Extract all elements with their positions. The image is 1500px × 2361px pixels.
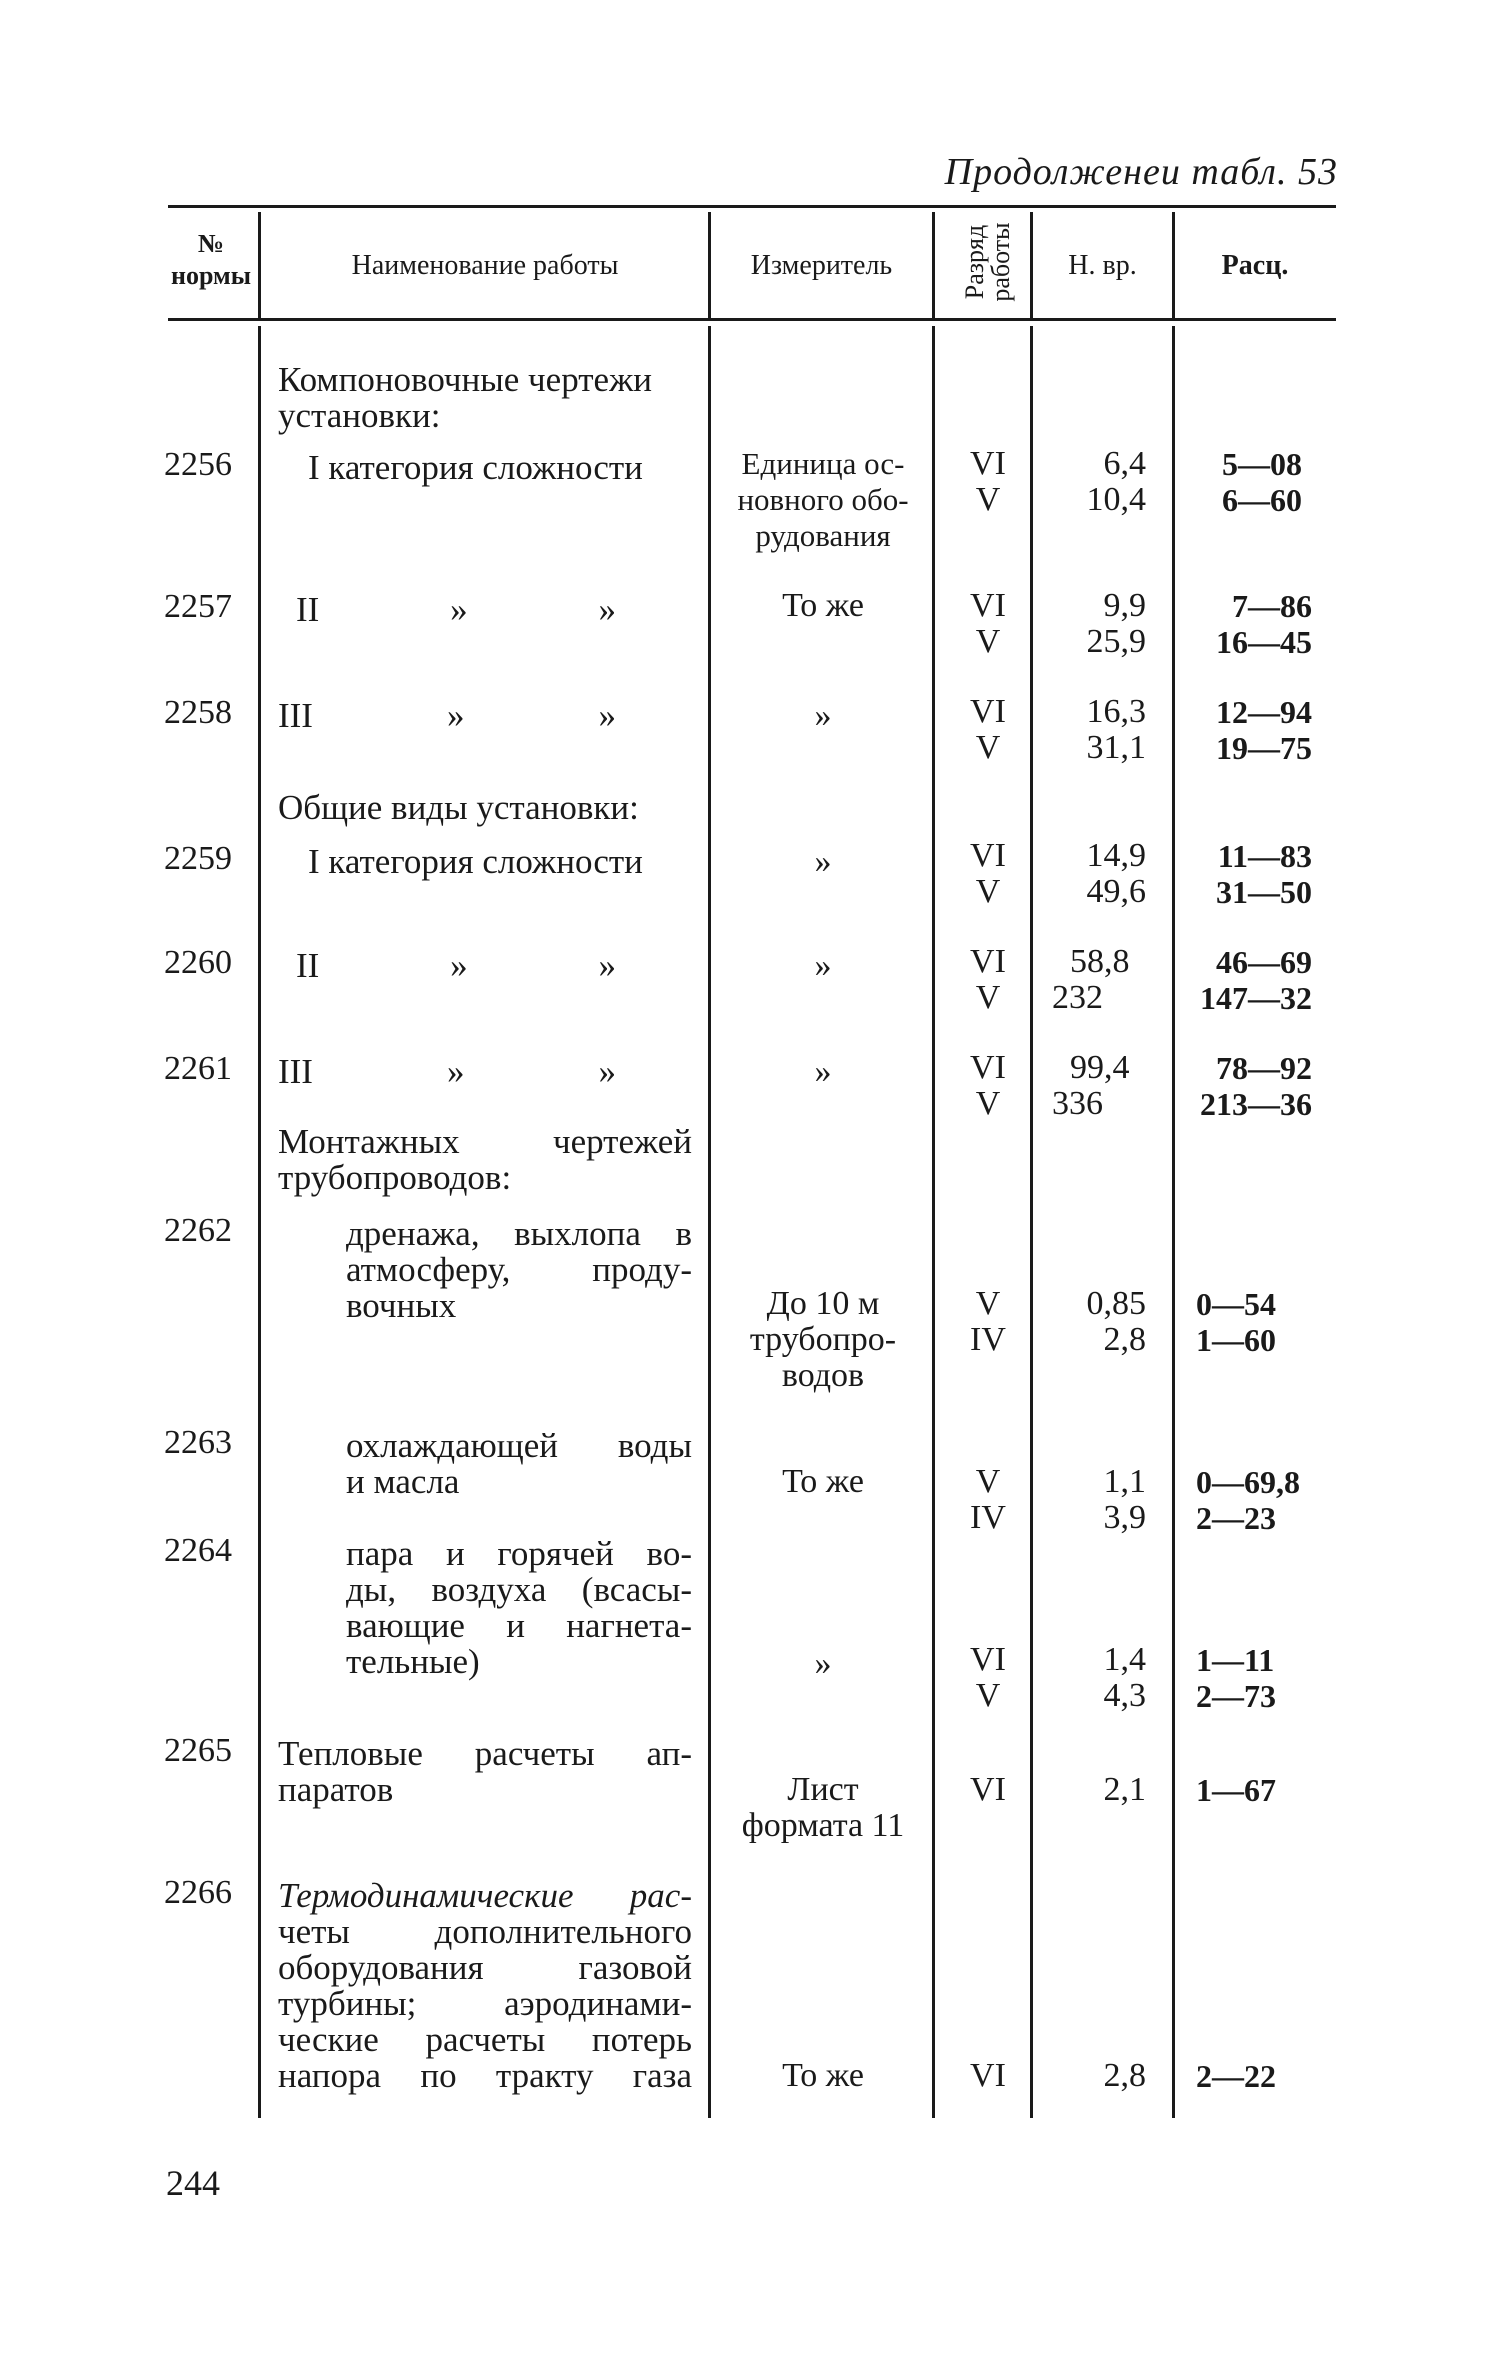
work-name-line: четы дополнительного — [278, 1912, 692, 1951]
measure: » — [814, 697, 832, 734]
work-name-line: вочных — [346, 1286, 457, 1325]
work-name — [296, 592, 616, 628]
measure — [718, 446, 928, 554]
work-name-line: ческие расчеты потерь — [278, 2020, 692, 2059]
norm-number: 2259 — [164, 840, 232, 877]
grade — [950, 1050, 1026, 1122]
work-name-line: атмосферу, проду- — [346, 1250, 692, 1289]
grade — [950, 2058, 1026, 2094]
grade — [950, 1464, 1026, 1536]
grade-value: VI — [970, 837, 1006, 874]
rate-value: 2—22 — [1196, 2058, 1276, 2094]
header-grade — [950, 212, 1026, 312]
norm-number: 2257 — [164, 588, 232, 625]
time-norm — [1030, 1642, 1146, 1714]
norm-number: 2263 — [164, 1424, 232, 1461]
time-value: 3,9 — [1103, 1499, 1146, 1536]
time-value: 1,4 — [1103, 1641, 1146, 1678]
grade-value: VI — [970, 587, 1006, 624]
time-value: 31,1 — [1086, 729, 1146, 766]
measure-line: Лист — [787, 1771, 859, 1808]
rate — [1222, 446, 1302, 518]
measure — [718, 1772, 928, 1844]
ditto-mark: » — [598, 946, 616, 985]
grade-value: VI — [970, 1771, 1006, 1808]
column-divider — [708, 326, 711, 2118]
rate — [1196, 1464, 1300, 1536]
norm-number: 2261 — [164, 1050, 232, 1087]
work-name-line: Термодинамические рас- — [278, 1876, 692, 1915]
work-name-line: дренажа, выхлопа в — [346, 1214, 692, 1253]
section-heading — [278, 362, 652, 434]
rate-value: 147—32 — [1200, 980, 1312, 1016]
header-bottom-rule — [168, 318, 1336, 321]
header-grade-text — [962, 222, 1014, 301]
work-name: I категория сложности — [308, 842, 643, 881]
grade-value: VI — [970, 693, 1006, 730]
time-value: 2,1 — [1103, 1771, 1146, 1808]
grade-value: IV — [970, 1499, 1006, 1536]
rate-value: 31—50 — [1216, 874, 1312, 910]
work-name — [278, 1736, 692, 1808]
ditto-mark: » — [446, 1052, 465, 1091]
time-value: 4,3 — [1103, 1677, 1146, 1714]
header-time: Н. вр. — [1068, 250, 1137, 281]
norm-number: 2264 — [164, 1532, 232, 1569]
grade — [950, 944, 1026, 1016]
rate-value: 1—60 — [1196, 1322, 1276, 1358]
rate — [1196, 1642, 1276, 1714]
work-name — [346, 1428, 692, 1500]
work-name-line: турбины; аэродинами- — [278, 1984, 692, 2023]
rate-value: 11—83 — [1217, 838, 1312, 874]
header-grade-line2: работы — [986, 222, 1015, 302]
measure-line: формата 11 — [741, 1807, 905, 1844]
grade — [950, 1642, 1026, 1714]
section-heading-line: Монтажных чертежей — [278, 1122, 692, 1161]
work-name-line: паратов — [278, 1770, 394, 1809]
measure: То же — [782, 2057, 864, 2094]
measure: » — [814, 947, 832, 984]
time-norm — [1030, 2058, 1146, 2094]
grade-value: VI — [970, 1049, 1006, 1086]
work-name-part: II — [296, 946, 320, 985]
time-value: 99,4 — [1070, 1049, 1130, 1086]
work-name — [346, 1536, 692, 1680]
grade-value: VI — [970, 1641, 1006, 1678]
rate — [1196, 1286, 1276, 1358]
work-name-part: II — [296, 590, 320, 629]
grade — [950, 694, 1026, 766]
grade-value: IV — [970, 1321, 1006, 1358]
grade-value: V — [975, 1285, 1001, 1322]
time-value: 14,9 — [1086, 837, 1146, 874]
time-norm — [1030, 588, 1146, 660]
measure-line: рудования — [755, 518, 891, 553]
work-name — [346, 1216, 692, 1324]
work-name-line: ды, воздуха (всасы- — [346, 1570, 692, 1609]
measure — [718, 1286, 928, 1394]
rate-value: 213—36 — [1200, 1086, 1312, 1122]
rate-value: 16—45 — [1216, 624, 1312, 660]
time-value: 2,8 — [1103, 1321, 1146, 1358]
grade — [950, 588, 1026, 660]
time-value: 58,8 — [1070, 943, 1130, 980]
time-value: 232 — [1052, 979, 1103, 1016]
rate-value: 1—11 — [1196, 1642, 1275, 1678]
header-measure: Измеритель — [750, 250, 893, 281]
work-name-line: вающие и нагнета- — [346, 1606, 692, 1645]
work-name-part: III — [278, 696, 313, 735]
work-name-part: III — [278, 1052, 313, 1091]
column-divider — [258, 326, 261, 2118]
rate — [1186, 1050, 1312, 1122]
section-heading — [278, 1124, 692, 1196]
rate-value: 12—94 — [1216, 694, 1312, 730]
header-rate: Расц. — [1221, 250, 1289, 281]
time-value: 1,1 — [1103, 1463, 1146, 1500]
time-value: 336 — [1052, 1085, 1103, 1122]
section-heading-line: трубопроводов: — [278, 1158, 512, 1197]
work-name-line: тельные) — [346, 1642, 480, 1681]
rate — [1208, 588, 1312, 660]
rate-value: 5—08 — [1222, 446, 1302, 482]
section-heading-line: установки: — [278, 396, 441, 435]
column-divider — [932, 326, 935, 2118]
norm-number: 2258 — [164, 694, 232, 731]
header-number — [164, 228, 258, 292]
header-grade-line1: Разряд — [960, 224, 989, 300]
rate — [1196, 1772, 1276, 1808]
ditto-mark: » — [598, 1052, 616, 1091]
grade — [950, 838, 1026, 910]
rate-value: 7—86 — [1232, 588, 1312, 624]
header-number-label: нормы — [170, 261, 252, 290]
ditto-mark: » — [598, 590, 616, 629]
grade-value: V — [975, 1463, 1001, 1500]
time-norm — [1030, 1286, 1146, 1358]
measure-line: трубопро- — [749, 1321, 897, 1358]
time-value: 0,85 — [1086, 1285, 1146, 1322]
ditto-mark: » — [450, 946, 468, 985]
grade-value: V — [975, 1085, 1001, 1122]
grade-value: VI — [970, 445, 1006, 482]
section-heading-line: Компоновочные чертежи — [278, 360, 652, 399]
time-value: 2,8 — [1103, 2057, 1146, 2094]
time-norm — [1030, 838, 1146, 910]
column-divider — [932, 212, 935, 318]
rate-value: 0—69,8 — [1196, 1464, 1300, 1500]
time-norm — [1030, 1772, 1146, 1808]
time-value: 16,3 — [1086, 693, 1146, 730]
time-norm — [1030, 1464, 1146, 1536]
ditto-mark: » — [598, 696, 616, 735]
work-name: I категория сложности — [308, 448, 643, 487]
norm-number: 2260 — [164, 944, 232, 981]
grade-value: VI — [970, 2057, 1006, 2094]
time-norm — [1030, 694, 1146, 766]
norm-number: 2256 — [164, 446, 232, 483]
rate-value: 78—92 — [1216, 1050, 1312, 1086]
top-rule — [168, 205, 1336, 208]
rate-value: 6—60 — [1222, 482, 1302, 518]
work-name-line: Тепловые расчеты ап- — [278, 1734, 692, 1773]
rate — [1196, 2058, 1276, 2094]
work-name-line: и масла — [346, 1462, 460, 1501]
rate-value: 0—54 — [1196, 1286, 1276, 1322]
grade-value: V — [975, 873, 1001, 910]
work-name — [278, 698, 616, 734]
page-number: 244 — [166, 2163, 220, 2203]
grade — [950, 446, 1026, 518]
time-value: 6,4 — [1103, 445, 1146, 482]
time-value: 25,9 — [1086, 623, 1146, 660]
measure-line: До 10 м — [766, 1285, 880, 1322]
time-value: 49,6 — [1086, 873, 1146, 910]
grade-value: V — [975, 979, 1001, 1016]
ditto-mark: » — [446, 696, 465, 735]
measure: То же — [782, 587, 864, 624]
work-name-line: охлаждающей воды — [346, 1426, 692, 1465]
work-name — [278, 1054, 616, 1090]
header-number-symbol: № — [197, 229, 225, 258]
rate-value: 1—67 — [1196, 1772, 1276, 1808]
measure-line: новного обо- — [737, 482, 909, 517]
work-name — [278, 1878, 692, 2094]
time-value: 9,9 — [1103, 587, 1146, 624]
ditto-mark: » — [450, 590, 468, 629]
norm-number: 2262 — [164, 1212, 232, 1249]
norm-number: 2265 — [164, 1732, 232, 1769]
header-name: Наименование работы — [351, 250, 619, 281]
norm-number: 2266 — [164, 1874, 232, 1911]
grade-value: V — [975, 1677, 1001, 1714]
section-heading: Общие виды установки: — [278, 788, 639, 827]
measure: » — [814, 1645, 832, 1682]
rate-value: 46—69 — [1216, 944, 1312, 980]
rate — [1208, 838, 1312, 910]
rate-value: 19—75 — [1216, 730, 1312, 766]
measure-line: водов — [781, 1357, 865, 1394]
rate — [1186, 944, 1312, 1016]
grade-value: V — [975, 623, 1001, 660]
work-name-line: оборудования газовой — [278, 1948, 692, 1987]
grade-value: V — [975, 481, 1001, 518]
time-norm — [1052, 1050, 1168, 1122]
grade-value: VI — [970, 943, 1006, 980]
work-name-line: напора по тракту газа — [278, 2056, 692, 2095]
grade-value: V — [975, 729, 1001, 766]
work-name-line: пара и горячей во- — [346, 1534, 692, 1573]
measure: То же — [782, 1463, 864, 1500]
column-divider — [1172, 326, 1175, 2118]
table-caption: Продолженеи табл. 53 — [944, 151, 1338, 193]
rate — [1208, 694, 1312, 766]
column-divider — [258, 212, 261, 318]
time-value: 10,4 — [1086, 481, 1146, 518]
rate-value: 2—73 — [1196, 1678, 1276, 1714]
grade — [950, 1772, 1026, 1808]
time-norm — [1030, 446, 1146, 518]
time-norm — [1052, 944, 1168, 1016]
work-name — [296, 948, 616, 984]
grade — [950, 1286, 1026, 1358]
rate-value: 2—23 — [1196, 1500, 1276, 1536]
measure: » — [814, 1053, 832, 1090]
measure-line: Единица ос- — [741, 446, 905, 481]
measure: » — [814, 843, 832, 880]
